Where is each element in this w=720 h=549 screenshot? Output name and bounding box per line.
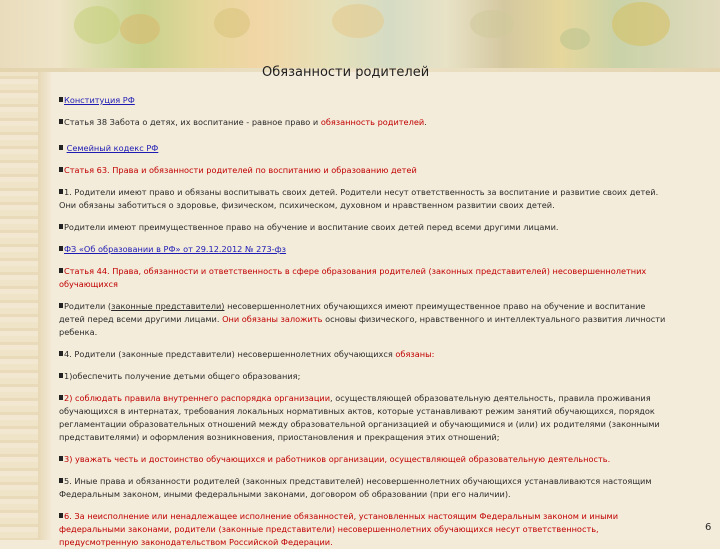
bullet-icon bbox=[59, 373, 63, 378]
bullet-icon bbox=[59, 478, 63, 483]
parents-rights-text-a: Родители ( bbox=[64, 301, 112, 311]
list-item-constitution bbox=[59, 94, 671, 107]
bullet-icon bbox=[59, 268, 63, 273]
list-item-duty-1 bbox=[59, 370, 671, 383]
article-44-p4-text: 4. Родители (законные представители) несовершеннолетних обучающихся bbox=[64, 349, 396, 359]
flower-decoration bbox=[120, 14, 160, 44]
decorative-flower-banner bbox=[0, 0, 720, 68]
article-44-p6-highlight: 6. За неисполнение или ненадлежащее исполнение обязанностей, установленных настоящим Федеральным законом и иными федеральными законами, родители (законные представители) несовершеннолетних обучающихся несут ответственность, предусмотренную законодательством Российской Федерации. bbox=[59, 511, 619, 547]
bullet-icon bbox=[59, 167, 63, 172]
slide-title: Обязанности родителей bbox=[262, 65, 430, 80]
decorative-left-strip bbox=[0, 0, 52, 540]
article-44-p5-text: 5. Иные права и обязанности родителей (законных представителей) несовершеннолетних обучающихся устанавливаются настоящим Федеральным законом, иными федеральными законами, договором об образовании (при его наличии). bbox=[59, 476, 652, 499]
list-item-education-law bbox=[59, 243, 671, 256]
flower-decoration bbox=[560, 28, 590, 50]
list-item-article-44 bbox=[59, 265, 671, 291]
flower-decoration bbox=[612, 2, 670, 46]
bullet-icon bbox=[59, 395, 63, 400]
slide-content bbox=[59, 94, 671, 549]
constitution-link[interactable]: Конституция РФ bbox=[64, 95, 135, 105]
flower-decoration bbox=[470, 10, 514, 38]
list-item-preferential-right bbox=[59, 221, 671, 234]
article-38-text: Статья 38 Забота о детях, их воспитание - равное право и bbox=[64, 117, 321, 127]
duty-1-text: 1)обеспечить получение детьми общего образования; bbox=[64, 371, 301, 381]
duty-3-highlight: 3) уважать честь и достоинство обучающихся и работников организации, осуществляющей образовательную деятельность. bbox=[64, 454, 611, 464]
list-item-article-63-p1 bbox=[59, 186, 671, 212]
list-item-article-44-p6 bbox=[59, 510, 671, 549]
bullet-icon bbox=[59, 189, 63, 194]
bullet-icon bbox=[59, 224, 63, 229]
duty-2-text: , осуществляющей образовательную деятельность, правила проживания обучающихся в интернатах, требования локальных нормативных актов, которые устанавливают режим занятий обучающихся, порядок регламентации образовательных отношений между образовательной организацией и обучающимися и (или) их родителями (законными представителями) и оформления возникновения, приостановления и прекращения этих отношений; bbox=[59, 393, 660, 442]
parents-rights-highlight: Они обязаны заложить bbox=[222, 314, 323, 324]
parents-rights-underlined: законные представители) bbox=[111, 301, 225, 311]
list-item-article-44-p4 bbox=[59, 348, 671, 361]
page-number: 6 bbox=[705, 522, 712, 533]
article-44-heading: Статья 44. Права, обязанности и ответственность в сфере образования родителей (законных представителей) несовершеннолетних обучающихся bbox=[59, 266, 647, 289]
bullet-icon bbox=[59, 145, 63, 150]
article-38-tail: . bbox=[424, 117, 427, 127]
flower-decoration bbox=[74, 6, 120, 44]
preferential-right-text: Родители имеют преимущественное право на обучение и воспитание своих детей перед всеми другими лицами. bbox=[64, 222, 559, 232]
list-item-parents-rights bbox=[59, 300, 671, 339]
list-item-family-code bbox=[59, 142, 671, 155]
bullet-icon bbox=[59, 246, 63, 251]
flower-decoration bbox=[214, 8, 250, 38]
bullet-icon bbox=[59, 97, 63, 102]
article-44-p4-highlight: обязаны: bbox=[395, 349, 435, 359]
article-63-heading: Статья 63. Права и обязанности родителей по воспитанию и образованию детей bbox=[64, 165, 417, 175]
list-item-article-44-p5 bbox=[59, 475, 671, 501]
bullet-icon bbox=[59, 303, 63, 308]
flower-decoration bbox=[332, 4, 384, 38]
list-item-duty-3 bbox=[59, 453, 671, 466]
bullet-icon bbox=[59, 456, 63, 461]
education-law-link[interactable]: ФЗ «Об образовании в РФ» от 29.12.2012 № 273-фз bbox=[64, 244, 287, 254]
duty-2-highlight: 2) соблюдать правила внутреннего распорядка организации bbox=[64, 393, 331, 403]
article-63-p1-text: 1. Родители имеют право и обязаны воспитывать своих детей. Родители несут ответственность за воспитание и развитие своих детей. Они обязаны заботиться о здоровье, физическом, психическом, духовном и нравственном развитии своих детей. bbox=[59, 187, 659, 210]
article-38-highlight: обязанность родителей bbox=[320, 117, 425, 127]
parents-rights-text-b: несовершеннолетних обучающихся имеют преимущественное право на обучение и воспитание детей перед всеми другими лицами. bbox=[59, 301, 646, 324]
bullet-icon bbox=[59, 351, 63, 356]
parents-rights-text-c: основы физического, нравственного и интеллектуального развития личности ребенка. bbox=[59, 314, 666, 337]
list-item-article-38 bbox=[59, 116, 671, 129]
list-item-article-63 bbox=[59, 164, 671, 177]
family-code-link[interactable]: Семейный кодекс РФ bbox=[66, 143, 159, 153]
bullet-icon bbox=[59, 119, 63, 124]
bullet-icon bbox=[59, 513, 63, 518]
list-item-duty-2 bbox=[59, 392, 671, 444]
